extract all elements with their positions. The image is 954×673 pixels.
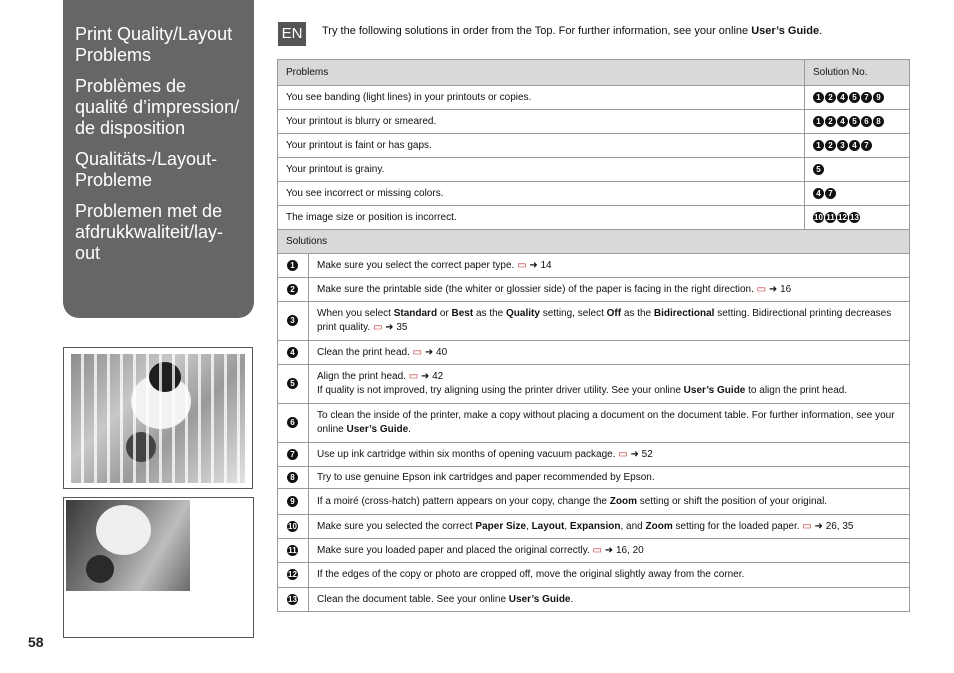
text-run: Standard bbox=[393, 308, 438, 319]
solution-numbers bbox=[805, 86, 910, 110]
solution-number-cell bbox=[278, 588, 309, 612]
language-badge: EN bbox=[278, 22, 306, 46]
text-run: , and bbox=[620, 520, 646, 532]
title-dutch: Problemen met de afdrukkwaliteit/lay-out bbox=[75, 201, 224, 263]
solution-number-badge: 12 bbox=[838, 212, 847, 222]
solution-number-cell bbox=[278, 443, 309, 467]
solution-number-badge: 11 bbox=[288, 545, 297, 555]
manual-reference-icon: ▭ bbox=[802, 520, 812, 532]
text-run: Paper Size bbox=[475, 520, 527, 532]
manual-reference-icon: ▭ bbox=[756, 283, 767, 295]
solution-numbers bbox=[805, 182, 910, 206]
problem-text: Your printout is grainy. bbox=[278, 158, 805, 182]
solution-number-badge: 1 bbox=[813, 92, 824, 103]
text-run: setting. Bidirectional printing decreases print quality. bbox=[317, 308, 892, 333]
solution-number-badge: 1 bbox=[813, 116, 824, 127]
solution-number-badge: 5 bbox=[287, 378, 298, 389]
text-run: . bbox=[570, 593, 574, 605]
solution-text bbox=[309, 254, 910, 278]
text-run: . bbox=[408, 424, 411, 435]
problem-text: You see banding (light lines) in your printouts or copies. bbox=[278, 86, 805, 110]
title-french: Problèmes de qualité d’impression/ de disposition bbox=[75, 76, 240, 138]
size-position-example-photo bbox=[63, 497, 254, 638]
ball-shape bbox=[86, 555, 114, 583]
solution-row bbox=[278, 443, 910, 467]
text-run: Make sure the printable side (the whiter or glossier side) of the paper is facing in the right direction. bbox=[317, 283, 757, 295]
solution-number-cell bbox=[278, 515, 309, 539]
solution-text bbox=[309, 365, 910, 404]
dog-body-shape bbox=[96, 505, 151, 555]
text-run: , bbox=[564, 520, 570, 532]
solution-number-badge: 8 bbox=[287, 472, 298, 483]
solution-numbers bbox=[805, 110, 910, 134]
solution-number-cell bbox=[278, 254, 309, 278]
solution-number-cell bbox=[278, 278, 309, 302]
text-run: Make sure you loaded paper and placed the original correctly. bbox=[317, 544, 593, 556]
solution-number-badge: 4 bbox=[287, 347, 298, 358]
banding-stripes bbox=[71, 354, 245, 483]
page-reference: 35 bbox=[396, 322, 408, 333]
arrow-right-icon: ➜ bbox=[422, 346, 437, 358]
text-run: User’s Guide bbox=[346, 424, 409, 435]
solution-column-header: Solution No. bbox=[805, 60, 910, 86]
solution-number-badge: 4 bbox=[849, 140, 860, 151]
title-english: Print Quality/Layout Problems bbox=[75, 24, 233, 65]
arrow-right-icon: ➜ bbox=[382, 322, 397, 333]
arrow-right-icon: ➜ bbox=[766, 283, 781, 295]
solution-row bbox=[278, 467, 910, 489]
text-run: setting for the loaded paper. bbox=[672, 520, 803, 532]
solution-number-badge: 1 bbox=[287, 260, 298, 271]
solution-text bbox=[309, 443, 910, 467]
intro-sentence: Try the following solutions in order from the Top. For further information, see your online bbox=[322, 25, 752, 37]
solution-number-badge: 2 bbox=[825, 92, 836, 103]
text-run: Expansion bbox=[569, 520, 621, 532]
manual-reference-icon: ▭ bbox=[412, 346, 423, 358]
text-run: Make sure you select the correct paper type. bbox=[317, 259, 518, 271]
page-reference: 52 bbox=[641, 448, 653, 460]
text-run: Layout bbox=[531, 520, 565, 532]
manual-reference-icon: ▭ bbox=[408, 371, 419, 382]
solution-number-badge: 13 bbox=[288, 594, 297, 604]
solution-number-cell bbox=[278, 404, 309, 443]
arrow-right-icon: ➜ bbox=[602, 544, 616, 556]
title-german: Qualitäts-/Layout-Probleme bbox=[75, 149, 218, 190]
solution-text bbox=[309, 341, 910, 365]
problem-row bbox=[278, 158, 910, 182]
solution-number-badge: 6 bbox=[861, 116, 872, 127]
solution-row bbox=[278, 515, 910, 539]
banding-example-photo bbox=[63, 347, 253, 489]
solution-number-badge: 1 bbox=[813, 140, 824, 151]
solution-row bbox=[278, 278, 910, 302]
arrow-right-icon: ➜ bbox=[418, 371, 433, 382]
solution-number-cell bbox=[278, 563, 309, 588]
problem-row bbox=[278, 206, 910, 230]
text-run: Make sure you selected the correct bbox=[317, 520, 476, 532]
solution-number-cell bbox=[278, 489, 309, 515]
page-reference: 40 bbox=[436, 346, 448, 358]
problem-row bbox=[278, 182, 910, 206]
text-run: If a moiré (cross-hatch) pattern appears on your copy, change the bbox=[317, 495, 610, 507]
solution-number-badge: 4 bbox=[837, 92, 848, 103]
solution-text bbox=[309, 515, 910, 539]
text-run: Try to use genuine Epson ink cartridges and paper recommended by Epson. bbox=[317, 471, 655, 483]
text-run: or bbox=[437, 308, 452, 319]
text-run: Off bbox=[606, 308, 622, 319]
solution-numbers bbox=[805, 206, 910, 230]
solution-number-cell bbox=[278, 341, 309, 365]
solution-number-badge: 7 bbox=[825, 188, 836, 199]
solution-row bbox=[278, 365, 910, 404]
intro-guide-name: User’s Guide bbox=[751, 25, 820, 37]
solution-number-badge: 3 bbox=[837, 140, 848, 151]
solution-number-badge: 2 bbox=[825, 140, 836, 151]
solution-row bbox=[278, 563, 910, 588]
solution-number-badge: 10 bbox=[288, 521, 297, 531]
solution-text bbox=[309, 404, 910, 443]
solution-text bbox=[309, 539, 910, 563]
solution-number-badge: 8 bbox=[873, 116, 884, 127]
text-run: as the bbox=[473, 308, 507, 319]
solution-number-cell bbox=[278, 539, 309, 563]
problems-header-row bbox=[278, 60, 910, 86]
text-run: setting, select bbox=[539, 308, 607, 319]
solution-number-badge: 12 bbox=[288, 570, 297, 580]
text-run: Quality bbox=[506, 308, 540, 319]
solution-number-cell bbox=[278, 302, 309, 341]
problems-column-header: Problems bbox=[278, 60, 805, 86]
solution-row bbox=[278, 539, 910, 563]
solution-number-cell bbox=[278, 365, 309, 404]
solution-numbers bbox=[805, 134, 910, 158]
text-run: Align the print head. bbox=[317, 371, 409, 382]
intro-end: . bbox=[819, 25, 823, 37]
arrow-right-icon: ➜ bbox=[811, 520, 826, 532]
solution-number-badge: 7 bbox=[287, 449, 298, 460]
text-run: to align the print head. bbox=[745, 385, 848, 396]
solution-text bbox=[309, 302, 910, 341]
text-run: If quality is not improved, try aligning using the printer driver utility. See your online bbox=[317, 385, 684, 396]
solution-text bbox=[309, 278, 910, 302]
text-run: User’s Guide bbox=[508, 593, 571, 605]
solution-text bbox=[309, 588, 910, 612]
solution-row bbox=[278, 588, 910, 612]
solution-number-badge: 13 bbox=[850, 212, 859, 222]
solution-number-badge: 9 bbox=[873, 92, 884, 103]
solution-number-cell bbox=[278, 467, 309, 489]
intro-text bbox=[322, 25, 822, 37]
solution-number-badge: 5 bbox=[849, 92, 860, 103]
problem-row bbox=[278, 110, 910, 134]
solution-number-badge: 4 bbox=[813, 188, 824, 199]
text-run: Use up ink cartridge within six months of opening vacuum package. bbox=[317, 448, 619, 460]
problem-text: You see incorrect or missing colors. bbox=[278, 182, 805, 206]
problem-row bbox=[278, 134, 910, 158]
text-run: When you select bbox=[317, 308, 394, 319]
cropped-photo-image bbox=[66, 500, 190, 591]
page-reference: 16, 20 bbox=[615, 544, 644, 556]
banding-photo-image bbox=[71, 354, 245, 483]
solution-text bbox=[309, 489, 910, 515]
text-run: , bbox=[526, 520, 532, 532]
solution-row bbox=[278, 489, 910, 515]
text-run: Zoom bbox=[609, 495, 637, 507]
solutions-header-row bbox=[278, 230, 910, 254]
solution-number-badge: 4 bbox=[837, 116, 848, 127]
page-number: 58 bbox=[28, 634, 44, 650]
text-run: To clean the inside of the printer, make a copy without placing a document on the document table. For further information, see your online bbox=[317, 410, 895, 435]
solution-number-badge: 9 bbox=[287, 496, 298, 507]
page-reference: 42 bbox=[432, 371, 444, 382]
problem-text: Your printout is blurry or smeared. bbox=[278, 110, 805, 134]
solution-text bbox=[309, 563, 910, 588]
solution-row bbox=[278, 254, 910, 278]
solution-number-badge: 11 bbox=[826, 212, 835, 222]
text-run: as the bbox=[621, 308, 654, 319]
text-run: Zoom bbox=[645, 520, 673, 532]
solution-row bbox=[278, 341, 910, 365]
solution-number-badge: 7 bbox=[861, 92, 872, 103]
solution-numbers bbox=[805, 158, 910, 182]
text-run: Best bbox=[451, 308, 474, 319]
solution-number-badge: 5 bbox=[849, 116, 860, 127]
text-run: Clean the document table. See your online bbox=[317, 593, 509, 605]
solution-number-badge: 10 bbox=[814, 212, 823, 222]
solution-number-badge: 3 bbox=[287, 315, 298, 326]
text-run: Bidirectional bbox=[653, 308, 715, 319]
text-run: setting or shift the position of your original. bbox=[636, 495, 828, 507]
arrow-right-icon: ➜ bbox=[526, 259, 541, 271]
page-reference: 26, 35 bbox=[825, 520, 854, 532]
manual-reference-icon: ▭ bbox=[618, 448, 628, 460]
arrow-right-icon: ➜ bbox=[627, 448, 642, 460]
sidebar-title-panel bbox=[63, 0, 254, 318]
troubleshooting-table bbox=[277, 59, 910, 612]
problem-row bbox=[278, 86, 910, 110]
solution-number-badge: 5 bbox=[813, 164, 824, 175]
page-reference: 14 bbox=[540, 259, 552, 271]
manual-reference-icon: ▭ bbox=[372, 322, 383, 333]
solution-text bbox=[309, 467, 910, 489]
solution-number-badge: 2 bbox=[287, 284, 298, 295]
solution-number-badge: 7 bbox=[861, 140, 872, 151]
solution-number-badge: 2 bbox=[825, 116, 836, 127]
manual-reference-icon: ▭ bbox=[592, 544, 602, 556]
solution-row bbox=[278, 404, 910, 443]
problem-text: The image size or position is incorrect. bbox=[278, 206, 805, 230]
manual-reference-icon: ▭ bbox=[517, 259, 527, 271]
problem-text: Your printout is faint or has gaps. bbox=[278, 134, 805, 158]
text-run: Clean the print head. bbox=[317, 346, 413, 358]
text-run: If the edges of the copy or photo are cropped off, move the original slightly away from the corner. bbox=[317, 569, 745, 580]
solution-number-badge: 6 bbox=[287, 417, 298, 428]
text-run: User’s Guide bbox=[683, 385, 746, 396]
solution-row bbox=[278, 302, 910, 341]
page-reference: 16 bbox=[780, 283, 792, 295]
solutions-header: Solutions bbox=[278, 230, 910, 254]
